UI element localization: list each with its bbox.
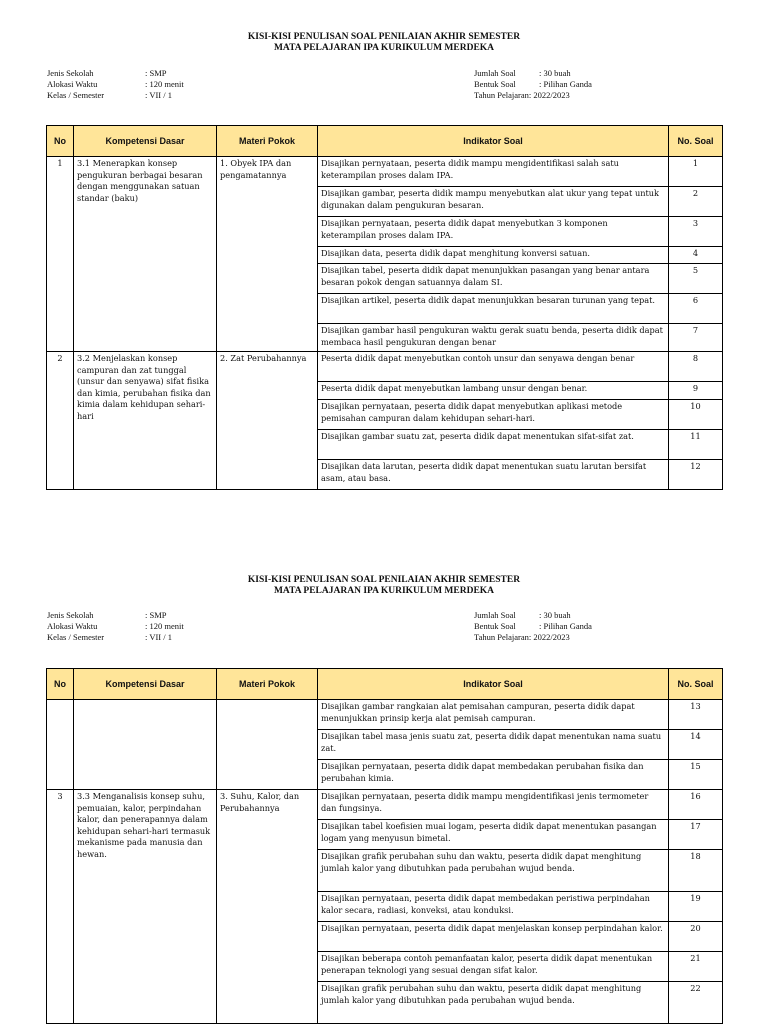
row-kd: 3.1 Menerapkan konsep pengukuran berbagai besaran dengan menggunakan satuan standar (baku) <box>74 157 217 352</box>
row-nosoal: 14 <box>669 730 723 760</box>
col-materi: Materi Pokok <box>217 126 318 157</box>
col-no: No <box>47 126 74 157</box>
row-nosoal: 10 <box>669 400 723 430</box>
row-nosoal: 5 <box>669 264 723 294</box>
row-indikator: Disajikan gambar hasil pengukuran waktu gerak suatu benda, peserta didik dapat membaca hasil pengukuran dengan benar <box>318 324 669 352</box>
meta-right <box>474 68 592 101</box>
kisi-table-page-2 <box>46 668 723 1024</box>
col-nosoal: No. Soal <box>669 669 723 700</box>
row-indikator: Disajikan data, peserta didik dapat menghitung konversi satuan. <box>318 247 669 264</box>
row-indikator: Disajikan pernyataan, peserta didik dapat membedakan peristiwa perpindahan kalor secara, radiasi, konveksi, atau konduksi. <box>318 892 669 922</box>
jumlah-value: : 30 buah <box>539 610 571 620</box>
title-line-1: KISI-KISI PENULISAN SOAL PENILAIAN AKHIR SEMESTER <box>247 32 521 42</box>
kelas-value: : VII / 1 <box>145 632 172 642</box>
kelas-label: Kelas / Semester <box>47 632 105 642</box>
row-no: 3 <box>47 790 74 1024</box>
table-row <box>47 157 723 187</box>
col-kd: Kompetensi Dasar <box>74 669 217 700</box>
bentuk-label: Bentuk Soal <box>474 621 516 631</box>
row-nosoal: 3 <box>669 217 723 247</box>
row-nosoal: 13 <box>669 700 723 730</box>
col-indikator: Indikator Soal <box>318 669 669 700</box>
jenis-label: Jenis Sekolah <box>47 68 94 78</box>
row-nosoal: 11 <box>669 430 723 460</box>
row-kd: 3.2 Menjelaskan konsep campuran dan zat tunggal (unsur dan senyawa) sifat fisika dan kimia, perubahan fisika dan kimia dalam kehidupan sehari-hari <box>74 352 217 490</box>
col-indikator: Indikator Soal <box>318 126 669 157</box>
row-nosoal: 18 <box>669 850 723 892</box>
jenis-value: : SMP <box>145 68 167 78</box>
row-indikator: Disajikan tabel koefisien muai logam, peserta didik dapat menentukan pasangan logam yang menyusun bimetal. <box>318 820 669 850</box>
tahun-value: : 2022/2023 <box>528 632 570 642</box>
tahun-label: Tahun Pelajaran <box>474 632 529 642</box>
kelas-label: Kelas / Semester <box>47 90 105 100</box>
row-indikator: Peserta didik dapat menyebutkan contoh unsur dan senyawa dengan benar <box>318 352 669 382</box>
row-materi <box>217 700 318 790</box>
bentuk-value: : Pilihan Ganda <box>539 621 592 631</box>
row-indikator: Disajikan beberapa contoh pemanfaatan kalor, peserta didik dapat menentukan penerapan teknologi yang sesuai dengan sifat kalor. <box>318 952 669 982</box>
alokasi-value: : 120 menit <box>145 621 184 631</box>
kisi-table-page-1 <box>46 125 723 490</box>
row-indikator: Disajikan artikel, peserta didik dapat menunjukkan besaran turunan yang tepat. <box>318 294 669 324</box>
meta-left <box>47 68 184 101</box>
row-indikator: Disajikan gambar rangkaian alat pemisahan campuran, peserta didik dapat menunjukkan prinsip kerja alat pemisah campuran. <box>318 700 669 730</box>
bentuk-value: : Pilihan Ganda <box>539 79 592 89</box>
jumlah-label: Jumlah Soal <box>474 68 516 78</box>
tahun-label: Tahun Pelajaran <box>474 90 529 100</box>
row-no <box>47 700 74 790</box>
row-materi: 2. Zat Perubahannya <box>217 352 318 490</box>
row-nosoal: 16 <box>669 790 723 820</box>
jenis-label: Jenis Sekolah <box>47 610 94 620</box>
tahun-value: : 2022/2023 <box>528 90 570 100</box>
row-indikator: Disajikan gambar, peserta didik mampu menyebutkan alat ukur yang tepat untuk digunakan dalam pengukuran besaran. <box>318 187 669 217</box>
row-materi: 1. Obyek IPA dan pengamatannya <box>217 157 318 352</box>
row-indikator: Peserta didik dapat menyebutkan lambang unsur dengan benar. <box>318 382 669 400</box>
row-indikator: Disajikan pernyataan, peserta didik dapat membedakan perubahan fisika dan perubahan kimia. <box>318 760 669 790</box>
bentuk-label: Bentuk Soal <box>474 79 516 89</box>
row-nosoal: 2 <box>669 187 723 217</box>
meta-left <box>47 610 184 643</box>
title-line-2: MATA PELAJARAN IPA KURIKULUM MERDEKA <box>273 586 495 596</box>
row-indikator: Disajikan grafik perubahan suhu dan waktu, peserta didik dapat menghitung jumlah kalor yang dibutuhkan pada perubahan wujud benda. <box>318 982 669 1024</box>
alokasi-value: : 120 menit <box>145 79 184 89</box>
row-indikator: Disajikan pernyataan, peserta didik mampu mengidentifikasi jenis termometer dan fungsinya. <box>318 790 669 820</box>
row-nosoal: 22 <box>669 982 723 1024</box>
row-nosoal: 20 <box>669 922 723 952</box>
row-nosoal: 8 <box>669 352 723 382</box>
row-nosoal: 1 <box>669 157 723 187</box>
title-line-2: MATA PELAJARAN IPA KURIKULUM MERDEKA <box>273 43 495 53</box>
table-row <box>47 700 723 730</box>
row-nosoal: 19 <box>669 892 723 922</box>
kelas-value: : VII / 1 <box>145 90 172 100</box>
row-indikator: Disajikan tabel masa jenis suatu zat, peserta didik dapat menentukan nama suatu zat. <box>318 730 669 760</box>
jumlah-label: Jumlah Soal <box>474 610 516 620</box>
row-nosoal: 12 <box>669 460 723 490</box>
jenis-value: : SMP <box>145 610 167 620</box>
row-indikator: Disajikan gambar suatu zat, peserta didik dapat menentukan sifat-sifat zat. <box>318 430 669 460</box>
col-no: No <box>47 669 74 700</box>
row-no: 1 <box>47 157 74 352</box>
alokasi-label: Alokasi Waktu <box>47 79 98 89</box>
row-materi: 3. Suhu, Kalor, dan Perubahannya <box>217 790 318 1024</box>
row-nosoal: 17 <box>669 820 723 850</box>
row-nosoal: 7 <box>669 324 723 352</box>
alokasi-label: Alokasi Waktu <box>47 621 98 631</box>
page-2-title <box>0 575 768 597</box>
jumlah-value: : 30 buah <box>539 68 571 78</box>
row-nosoal: 4 <box>669 247 723 264</box>
page-1-title <box>0 32 768 54</box>
row-indikator: Disajikan pernyataan, peserta didik dapat menyebutkan 3 komponen keterampilan proses dalam IPA. <box>318 217 669 247</box>
table-row <box>47 790 723 820</box>
row-nosoal: 9 <box>669 382 723 400</box>
row-kd: 3.3 Menganalisis konsep suhu, pemuaian, kalor, perpindahan kalor, dan penerapannya dalam kehidupan sehari-hari termasuk mekanisme pada manusia dan hewan. <box>74 790 217 1024</box>
row-nosoal: 15 <box>669 760 723 790</box>
table-row <box>47 352 723 382</box>
row-indikator: Disajikan grafik perubahan suhu dan waktu, peserta didik dapat menghitung jumlah kalor yang dibutuhkan pada perubahan wujud benda. <box>318 850 669 892</box>
row-indikator: Disajikan pernyataan, peserta didik dapat menyebutkan aplikasi metode pemisahan campuran dalam kehidupan sehari-hari. <box>318 400 669 430</box>
col-nosoal: No. Soal <box>669 126 723 157</box>
col-materi: Materi Pokok <box>217 669 318 700</box>
row-indikator: Disajikan data larutan, peserta didik dapat menentukan suatu larutan bersifat asam, atau basa. <box>318 460 669 490</box>
row-nosoal: 21 <box>669 952 723 982</box>
meta-right <box>474 610 592 643</box>
col-kd: Kompetensi Dasar <box>74 126 217 157</box>
row-nosoal: 6 <box>669 294 723 324</box>
row-no: 2 <box>47 352 74 490</box>
row-indikator: Disajikan pernyataan, peserta didik mampu mengidentifikasi salah satu keterampilan proses dalam IPA. <box>318 157 669 187</box>
row-indikator: Disajikan tabel, peserta didik dapat menunjukkan pasangan yang benar antara besaran pokok dengan satuannya dalam SI. <box>318 264 669 294</box>
row-indikator: Disajikan pernyataan, peserta didik dapat menjelaskan konsep perpindahan kalor. <box>318 922 669 952</box>
title-line-1: KISI-KISI PENULISAN SOAL PENILAIAN AKHIR SEMESTER <box>247 575 521 585</box>
row-kd <box>74 700 217 790</box>
